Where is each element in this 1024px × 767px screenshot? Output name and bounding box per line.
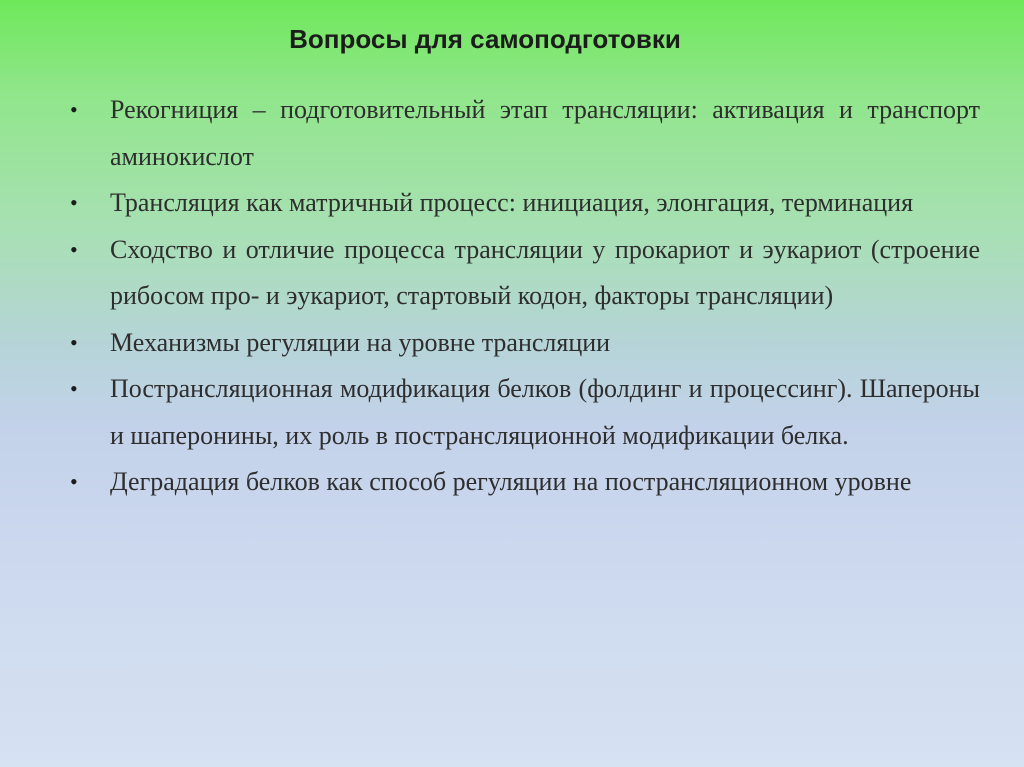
list-item: [64, 459, 980, 506]
bullet-icon: •: [70, 329, 78, 355]
list-item: [64, 87, 980, 180]
list-item-text: Механизмы регуляции на уровне трансляции: [110, 327, 611, 357]
list-item-text: Рекогниция – подготовительный этап трансляции: активация и транспорт аминокислот: [110, 95, 980, 171]
bullet-icon: •: [70, 97, 78, 122]
list-item-text: Трансляция как матричный процесс: инициация, элонгация, терминация: [110, 188, 914, 217]
list-item-text: Пострансляционная модификация белков (фолдинг и процессинг). Шапероны и шаперонины, их роль в пострансляционной модификации белка.: [110, 374, 980, 450]
list-item: [64, 366, 980, 459]
bullet-icon: •: [70, 190, 78, 215]
bullet-icon: •: [70, 236, 78, 262]
slide-title: Вопросы для самоподготовки: [289, 24, 681, 54]
list-item: [64, 180, 980, 227]
question-list: [64, 87, 980, 506]
bullet-icon: •: [70, 469, 78, 494]
bullet-icon: •: [70, 376, 78, 401]
list-item-text: Сходство и отличие процесса трансляции у прокариот и эукариот (строение рибосом про- и эукариот, стартовый кодон, факторы трансляции): [110, 234, 980, 310]
list-item-text: Деградация белков как способ регуляции на пострансляционном уровне: [110, 467, 912, 496]
list-item: [64, 320, 980, 367]
list-item: [64, 227, 980, 320]
